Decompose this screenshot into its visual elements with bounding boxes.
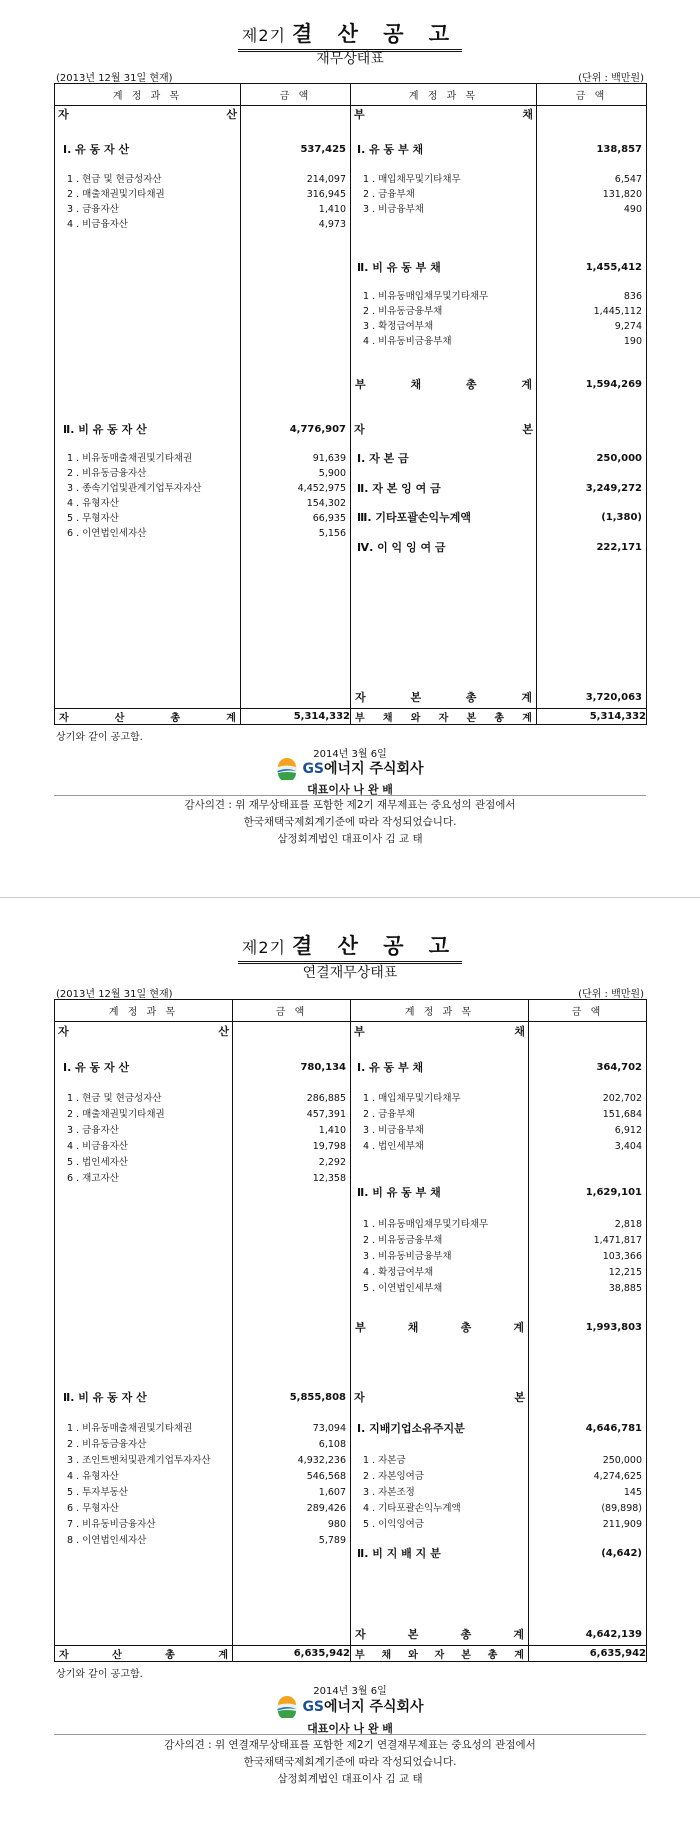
doc2-company: GS에너지 주식회사 [0, 1696, 700, 1718]
doc2-subtitle: 연결재무상태표 [302, 965, 398, 981]
line-item: 1 . 매입채무및기타채무 [363, 1093, 461, 1104]
line-amount: 190 [623, 336, 642, 347]
total-liabilities-amount: 1,993,803 [585, 1322, 642, 1333]
line-item: 2 . 매출채권및기타채권 [67, 189, 165, 200]
line-amount: 5,156 [318, 528, 346, 539]
line-item: 1 . 비유동매출채권및기타채권 [67, 453, 193, 464]
noncurrent-assets-amount: 4,776,907 [289, 424, 346, 435]
line-item: 3 . 비금융부채 [363, 204, 424, 215]
total-equity-label: 자 본 총 계 [355, 691, 532, 704]
controlling-interest-title: Ⅰ. 지배기업소유주지분 [357, 1422, 465, 1435]
line-item: 2 . 매출채권및기타채권 [67, 1109, 165, 1120]
line-item: 3 . 금융자산 [67, 204, 119, 215]
doc1-balance-sheet [54, 83, 647, 725]
line-item: 1 . 비유동매입채무및기타채무 [363, 1219, 489, 1230]
total-liabilities-equity-label: 부 채 와 자 본 총 계 [351, 709, 537, 725]
doc1-notice-text: 상기와 같이 공고함. [56, 732, 143, 743]
current-liabilities-amount: 364,702 [596, 1062, 642, 1073]
doc1-rule [54, 795, 646, 796]
equity-item: Ⅰ. 자 본 금 [357, 452, 409, 465]
line-item: 4 . 확정급여부채 [363, 1267, 434, 1278]
line-item: 3 . 조인트벤처및관계기업투자자산 [67, 1455, 211, 1466]
line-amount: 250,000 [602, 1455, 642, 1466]
line-amount: 9,274 [614, 321, 642, 332]
line-item: 5 . 법인세자산 [67, 1157, 128, 1168]
current-liabilities-amount: 138,857 [596, 144, 642, 155]
doc2-balance-sheet [54, 999, 647, 1662]
line-item: 2 . 비유동금융부채 [363, 306, 443, 317]
line-amount: 1,607 [318, 1487, 346, 1498]
line-amount: 6,912 [614, 1125, 642, 1136]
equity-amount: 250,000 [596, 453, 642, 464]
line-amount: 546,568 [306, 1471, 346, 1482]
line-item: 4 . 유형자산 [67, 1471, 119, 1482]
noncurrent-assets-title: Ⅱ. 비 유 동 자 산 [63, 1391, 147, 1404]
line-amount: 4,274,625 [593, 1471, 642, 1482]
line-item: 5 . 무형자산 [67, 513, 119, 524]
line-amount: 1,471,817 [593, 1235, 642, 1246]
line-amount: 1,445,112 [593, 306, 642, 317]
doc2-notice-text: 상기와 같이 공고함. [56, 1669, 143, 1680]
line-item: 3 . 금융자산 [67, 1125, 119, 1136]
noncontrolling-interest-amount: (4,642) [601, 1548, 642, 1559]
doc1-as-of-date: (2013년 12월 31일 현재) [56, 73, 173, 84]
equity-item: Ⅱ. 자 본 잉 여 금 [357, 482, 441, 495]
equity-amount: 222,171 [596, 542, 642, 553]
col-header-account: 계 정 과 목 [351, 1000, 529, 1022]
line-item: 4 . 비유동비금융부채 [363, 336, 452, 347]
line-item: 4 . 법인세부채 [363, 1141, 424, 1152]
line-amount: 2,292 [318, 1157, 346, 1168]
line-amount: 211,909 [602, 1519, 642, 1530]
line-item: 6 . 이연법인세자산 [67, 528, 147, 539]
total-assets-label: 자 산 총 계 [55, 709, 241, 725]
col-header-amount: 금 액 [529, 1000, 647, 1022]
doc1-unit: (단위 : 백만원) [578, 73, 644, 84]
col-header-account: 계 정 과 목 [351, 84, 537, 106]
line-amount: 145 [623, 1487, 642, 1498]
total-liabilities-amount: 1,594,269 [585, 379, 642, 390]
total-liabilities-label: 부 채 총 계 [355, 378, 532, 391]
line-item: 3 . 종속기업및관계기업투자자산 [67, 483, 202, 494]
line-amount: 4,932,236 [297, 1455, 346, 1466]
current-assets-title: Ⅰ. 유 동 자 산 [63, 143, 130, 156]
doc2-representative: 대표이사 나 완 배 [307, 1722, 393, 1735]
current-liabilities-title: Ⅰ. 유 동 부 채 [357, 143, 424, 156]
total-equity-label: 자 본 총 계 [355, 1628, 524, 1641]
line-item: 3 . 자본조정 [363, 1487, 415, 1498]
col-header-amount: 금 액 [233, 1000, 351, 1022]
line-item: 6 . 재고자산 [67, 1173, 119, 1184]
doc1-representative: 대표이사 나 완 배 [307, 783, 393, 796]
total-assets-label: 자 산 총 계 [55, 1646, 233, 1662]
line-item: 4 . 비금융자산 [67, 1141, 128, 1152]
line-item: 4 . 유형자산 [67, 498, 119, 509]
line-amount: 289,426 [306, 1503, 346, 1514]
total-assets-amount: 6,635,942 [233, 1646, 351, 1662]
doc2-audit-opinion: 감사의견 : 위 연결재무상태표를 포함한 제2기 연결재무제표는 중요성의 관점에서 한국채택국제회계기준에 따라 작성되었습니다. 삼정회계법인 대표이사 김 교 태 [164, 1739, 536, 1785]
line-item: 7 . 비유동비금융자산 [67, 1519, 156, 1530]
line-item: 2 . 비유동금융부채 [363, 1235, 443, 1246]
noncontrolling-interest-title: Ⅱ. 비 지 배 지 분 [357, 1547, 441, 1560]
line-amount: 5,900 [318, 468, 346, 479]
doc1-subtitle: 재무상태표 [316, 51, 384, 67]
line-item: 2 . 금융부채 [363, 1109, 415, 1120]
equity-amount: 3,249,272 [585, 483, 642, 494]
doc2-date: 2014년 3월 6일 [313, 1686, 387, 1697]
line-item: 5 . 투자부동산 [67, 1487, 128, 1498]
noncurrent-liabilities-title: Ⅱ. 비 유 동 부 채 [357, 1186, 441, 1199]
line-amount: 202,702 [602, 1093, 642, 1104]
line-item: 3 . 비유동비금융부채 [363, 1251, 452, 1262]
doc2-as-of-date: (2013년 12월 31일 현재) [56, 989, 173, 1000]
total-assets-amount: 5,314,332 [241, 709, 351, 725]
page-divider [0, 897, 700, 898]
line-amount: 6,108 [318, 1439, 346, 1450]
line-amount: 4,973 [318, 219, 346, 230]
line-amount: 3,404 [614, 1141, 642, 1152]
line-amount: 836 [623, 291, 642, 302]
doc1-title: 제2기 결 산 공 고 [0, 18, 700, 52]
liabilities-section-label: 부 채 [354, 1025, 525, 1038]
line-item: 5 . 이익잉여금 [363, 1519, 424, 1530]
line-item: 5 . 이연법인세부채 [363, 1283, 443, 1294]
noncurrent-liabilities-amount: 1,629,101 [585, 1187, 642, 1198]
line-item: 1 . 비유동매출채권및기타채권 [67, 1423, 193, 1434]
line-amount: 154,302 [306, 498, 346, 509]
line-item: 1 . 비유동매입채무및기타채무 [363, 291, 489, 302]
line-amount: (89,898) [601, 1503, 642, 1514]
line-amount: 38,885 [608, 1283, 642, 1294]
current-assets-amount: 780,134 [300, 1062, 346, 1073]
line-amount: 1,410 [318, 1125, 346, 1136]
line-item: 3 . 확정급여부채 [363, 321, 434, 332]
line-item: 2 . 자본잉여금 [363, 1471, 424, 1482]
equity-amount: (1,380) [601, 512, 642, 523]
line-item: 2 . 금융부채 [363, 189, 415, 200]
col-header-account: 계 정 과 목 [55, 84, 241, 106]
line-item: 4 . 비금융자산 [67, 219, 128, 230]
line-amount: 91,639 [312, 453, 346, 464]
line-amount: 66,935 [312, 513, 346, 524]
total-liabilities-equity-label: 부 채 와 자 본 총 계 [351, 1646, 529, 1662]
line-amount: 4,452,975 [297, 483, 346, 494]
total-liabilities-equity-amount: 6,635,942 [529, 1646, 647, 1662]
current-liabilities-title: Ⅰ. 유 동 부 채 [357, 1061, 424, 1074]
line-amount: 6,547 [614, 174, 642, 185]
line-item: 1 . 현금 및 현금성자산 [67, 174, 162, 185]
gs-logo-icon [276, 1696, 298, 1718]
noncurrent-assets-amount: 5,855,808 [289, 1392, 346, 1403]
current-assets-title: Ⅰ. 유 동 자 산 [63, 1061, 130, 1074]
doc2-rule [54, 1734, 646, 1735]
line-item: 6 . 무형자산 [67, 1503, 119, 1514]
equity-section-label: 자 본 [354, 1391, 525, 1404]
gs-logo-icon [276, 758, 298, 780]
controlling-interest-amount: 4,646,781 [585, 1423, 642, 1434]
noncurrent-liabilities-title: Ⅱ. 비 유 동 부 채 [357, 261, 441, 274]
line-amount: 2,818 [614, 1219, 642, 1230]
line-amount: 980 [327, 1519, 346, 1530]
line-amount: 214,097 [306, 174, 346, 185]
doc1-audit-opinion: 감사의견 : 위 재무상태표를 포함한 제2기 재무제표는 중요성의 관점에서 한국채택국제회계기준에 따라 작성되었습니다. 삼정회계법인 대표이사 김 교 태 [184, 799, 516, 845]
line-amount: 73,094 [312, 1423, 346, 1434]
line-item: 1 . 현금 및 현금성자산 [67, 1093, 162, 1104]
line-amount: 103,366 [602, 1251, 642, 1262]
line-amount: 286,885 [306, 1093, 346, 1104]
assets-section-label: 자 산 [58, 1025, 229, 1038]
line-amount: 151,684 [602, 1109, 642, 1120]
total-liabilities-equity-amount: 5,314,332 [537, 709, 647, 725]
line-amount: 1,410 [318, 204, 346, 215]
col-header-amount: 금 액 [241, 84, 351, 106]
doc2-unit: (단위 : 백만원) [578, 989, 644, 1000]
equity-item: Ⅳ. 이 익 잉 여 금 [357, 541, 446, 554]
col-header-amount: 금 액 [537, 84, 647, 106]
line-amount: 490 [623, 204, 642, 215]
line-item: 8 . 이연법인세자산 [67, 1535, 147, 1546]
line-amount: 131,820 [602, 189, 642, 200]
line-item: 2 . 비유동금융자산 [67, 1439, 147, 1450]
line-amount: 19,798 [312, 1141, 346, 1152]
line-amount: 12,358 [312, 1173, 346, 1184]
noncurrent-assets-title: Ⅱ. 비 유 동 자 산 [63, 423, 147, 436]
assets-section-label: 자 산 [58, 108, 237, 121]
total-equity-amount: 3,720,063 [585, 692, 642, 703]
equity-item: Ⅲ. 기타포괄손익누계액 [357, 511, 472, 524]
line-item: 1 . 자본금 [363, 1455, 406, 1466]
line-item: 3 . 비금융부채 [363, 1125, 424, 1136]
line-item: 1 . 매입채무및기타채무 [363, 174, 461, 185]
liabilities-section-label: 부 채 [354, 108, 533, 121]
doc1-company: GS에너지 주식회사 [0, 758, 700, 780]
line-amount: 12,215 [608, 1267, 642, 1278]
line-amount: 457,391 [306, 1109, 346, 1120]
noncurrent-liabilities-amount: 1,455,412 [585, 262, 642, 273]
line-amount: 316,945 [306, 189, 346, 200]
doc2-title: 제2기 결 산 공 고 [0, 930, 700, 964]
total-equity-amount: 4,642,139 [585, 1629, 642, 1640]
equity-section-label: 자 본 [354, 423, 533, 436]
col-header-account: 계 정 과 목 [55, 1000, 233, 1022]
line-item: 4 . 기타포괄손익누계액 [363, 1503, 461, 1514]
line-item: 2 . 비유동금융자산 [67, 468, 147, 479]
total-liabilities-label: 부 채 총 계 [355, 1321, 524, 1334]
line-amount: 5,789 [318, 1535, 346, 1546]
doc1-date: 2014년 3월 6일 [313, 749, 387, 760]
current-assets-amount: 537,425 [300, 144, 346, 155]
